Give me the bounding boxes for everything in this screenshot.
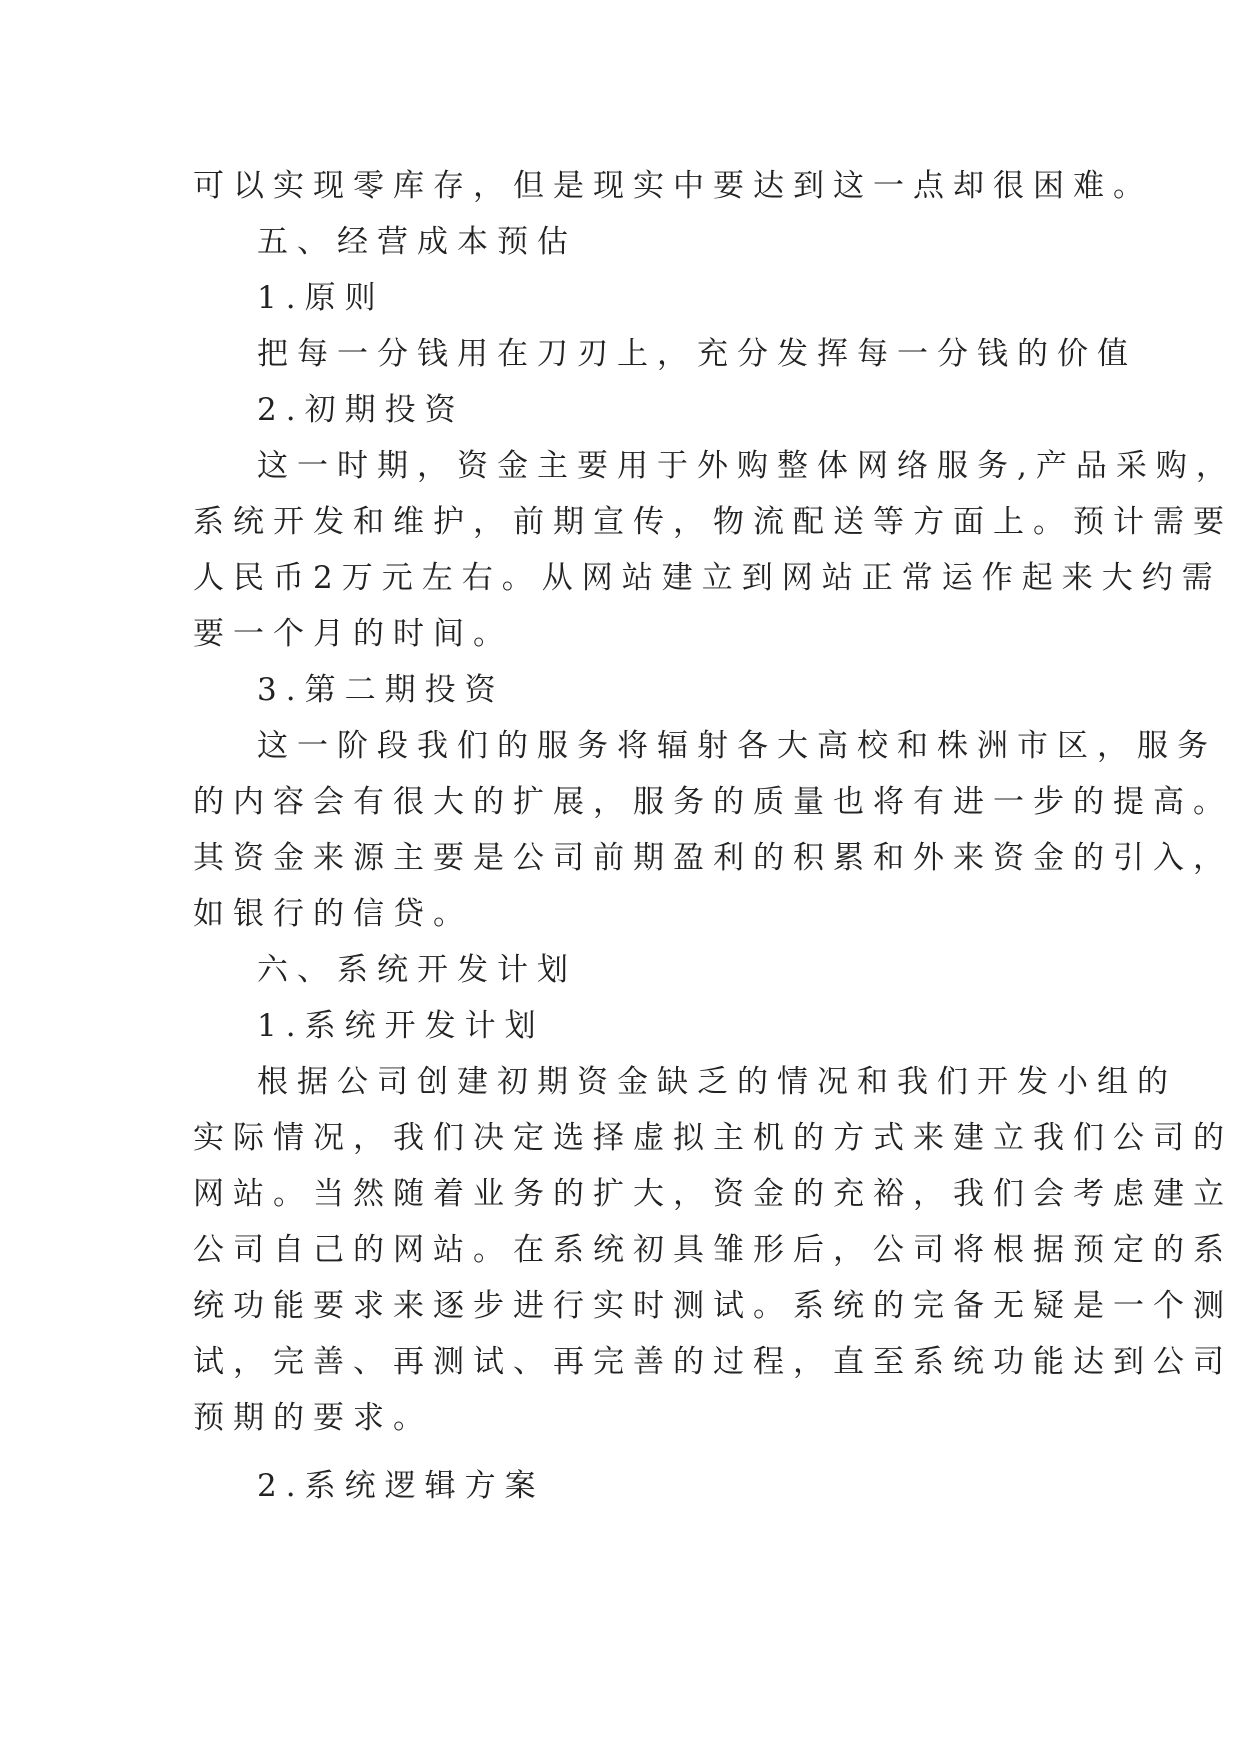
text-line: 要一个月的时间。 — [193, 616, 513, 652]
text-line: 试，完善、再测试、再完善的过程，直至系统功能达到公司 — [193, 1344, 1233, 1380]
subsection-heading: 3.第二期投资 — [257, 672, 505, 708]
text-line: 把每一分钱用在刀刃上，充分发挥每一分钱的价值 — [257, 336, 1137, 372]
text-line: 其资金来源主要是公司前期盈利的积累和外来资金的引入， — [193, 840, 1233, 876]
section-heading: 五、经营成本预估 — [257, 224, 577, 260]
text-line: 的内容会有很大的扩展，服务的质量也将有进一步的提高。 — [193, 784, 1233, 820]
text-line: 可以实现零库存，但是现实中要达到这一点却很困难。 — [193, 168, 1153, 204]
text-line: 预期的要求。 — [193, 1400, 433, 1436]
text-line: 系统开发和维护，前期宣传，物流配送等方面上。预计需要 — [193, 504, 1233, 540]
text-line: 人民币2万元左右。从网站建立到网站正常运作起来大约需 — [193, 560, 1222, 596]
text-line: 这一阶段我们的服务将辐射各大高校和株洲市区，服务 — [257, 728, 1217, 764]
text-line: 这一时期，资金主要用于外购整体网络服务,产品采购， — [257, 448, 1236, 484]
text-line: 网站。当然随着业务的扩大，资金的充裕，我们会考虑建立 — [193, 1176, 1233, 1212]
subsection-heading: 2.初期投资 — [257, 392, 465, 428]
section-heading: 六、系统开发计划 — [257, 952, 577, 988]
text-line: 实际情况，我们决定选择虚拟主机的方式来建立我们公司的 — [193, 1120, 1233, 1156]
subsection-heading: 1.原则 — [257, 280, 385, 316]
text-line: 统功能要求来逐步进行实时测试。系统的完备无疑是一个测 — [193, 1288, 1233, 1324]
text-line: 根据公司创建初期资金缺乏的情况和我们开发小组的 — [257, 1064, 1177, 1100]
text-line: 公司自己的网站。在系统初具雏形后，公司将根据预定的系 — [193, 1232, 1233, 1268]
subsection-heading: 2.系统逻辑方案 — [257, 1468, 545, 1504]
subsection-heading: 1.系统开发计划 — [257, 1008, 545, 1044]
text-line: 如银行的信贷。 — [193, 896, 473, 932]
